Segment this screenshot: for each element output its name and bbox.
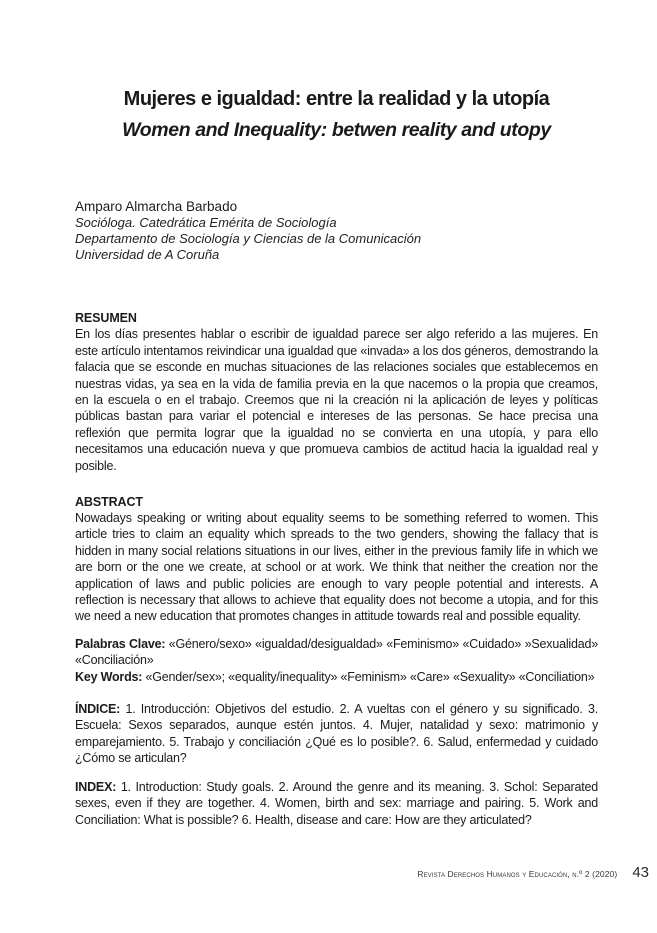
page-footer xyxy=(417,864,649,881)
author-block xyxy=(75,198,598,263)
keywords-spanish-label: Palabras Clave: xyxy=(75,636,166,651)
index-text: 1. Introduction: Study goals. 2. Around the genre and its meaning. 3. Schol: Separated sexes, even if they are together. 4. Women, birth and sex: marriage and pairing. 5. Work and Conciliation: What is possible? 6. Health, disease and care: How are they articulated? xyxy=(75,779,598,827)
author-department: Departamento de Sociología y Ciencias de la Comunicación xyxy=(75,231,422,247)
keywords-spanish xyxy=(75,636,598,669)
article-title-spanish: Mujeres e igualdad: entre la realidad y la utopía xyxy=(123,88,550,110)
abstract-heading: ABSTRACT xyxy=(75,495,143,509)
indice-text: 1. Introducción: Objetivos del estudio. 2. A vueltas con el género y su significado. 3. Escuela: Sexos separados, aunque estén juntos. 4. Mujer, natalidad y sexo: matrimonio y emparejamiento. 5. Trabajo y conciliación ¿Qué es lo posible?. 6. Salud, enfermedad y cuidado ¿Cómo se articulan? xyxy=(75,702,598,766)
author-name: Amparo Almarcha Barbado xyxy=(75,199,238,215)
author-role: Socióloga. Catedrática Emérita de Sociología xyxy=(75,215,337,231)
article-content-column xyxy=(75,0,598,828)
article-title-english: Women and Inequality: betwen reality and utopy xyxy=(122,119,551,141)
keywords-english xyxy=(75,669,598,685)
index-block xyxy=(75,779,598,828)
index-label: INDEX: xyxy=(75,779,117,794)
keywords-english-text: «Gender/sex»; «equality/inequality» «Feminism» «Care» «Sexuality» «Conciliation» xyxy=(145,669,595,684)
footer-journal-line: Revista Derechos Humanos y Educación, n.º 2 (2020) xyxy=(417,869,618,879)
resumen-section xyxy=(75,310,598,474)
indice-spanish xyxy=(75,701,598,767)
title-block xyxy=(75,86,598,143)
abstract-section xyxy=(75,494,598,625)
footer-page-number: 43 xyxy=(632,864,649,881)
keywords-block xyxy=(75,636,598,685)
resumen-heading: RESUMEN xyxy=(75,311,137,326)
keywords-spanish-text: «Género/sexo» «igualdad/desigualdad» «Feminismo» «Cuidado» »Sexualidad» «Conciliación» xyxy=(75,636,598,668)
indice-block xyxy=(75,701,598,767)
author-university: Universidad de A Coruña xyxy=(75,247,220,263)
abstract-body: Nowadays speaking or writing about equality seems to be something referred to women. This article tries to claim an equality which spreads to the two genders, showing the fallacy that is hidden in many social relations situations in our lives, either in the previous family life in which we are born or the one we create, at school or at work. We think that neither the creation nor the application of laws and public policies are enough to vary people potential and interests. A reflection is necessary that allows to achieve that equality does not become a utopia, and for this we need a new education that promotes changes in attitude towards real and possible equality. xyxy=(75,511,598,624)
resumen-body: En los días presentes hablar o escribir de igualdad parece ser algo referido a las mujeres. En este artículo intentamos reivindicar una igualdad que «invada» a los dos géneros, demostrando la falacia que se esconde en muchas situaciones de las relaciones sociales que establecemos en nuestras vidas, ya sea en la vida de familia previa en la que nacemos o la propia que creamos, en la escuela o en el trabajo. Creemos que ni la creación ni la aplicación de leyes y políticas públicas bastan para variar el potencial e intereses de las personas. Se hace precisa una reflexión que permita lograr que la igualdad no se convierta en una utopía, y para ello necesitamos una educación nueva y que promueva cambios de actitud hacia la igualdad real y posible. xyxy=(75,327,598,473)
index-english xyxy=(75,779,598,828)
keywords-english-label: Key Words: xyxy=(75,669,143,684)
indice-label: ÍNDICE: xyxy=(75,702,121,717)
